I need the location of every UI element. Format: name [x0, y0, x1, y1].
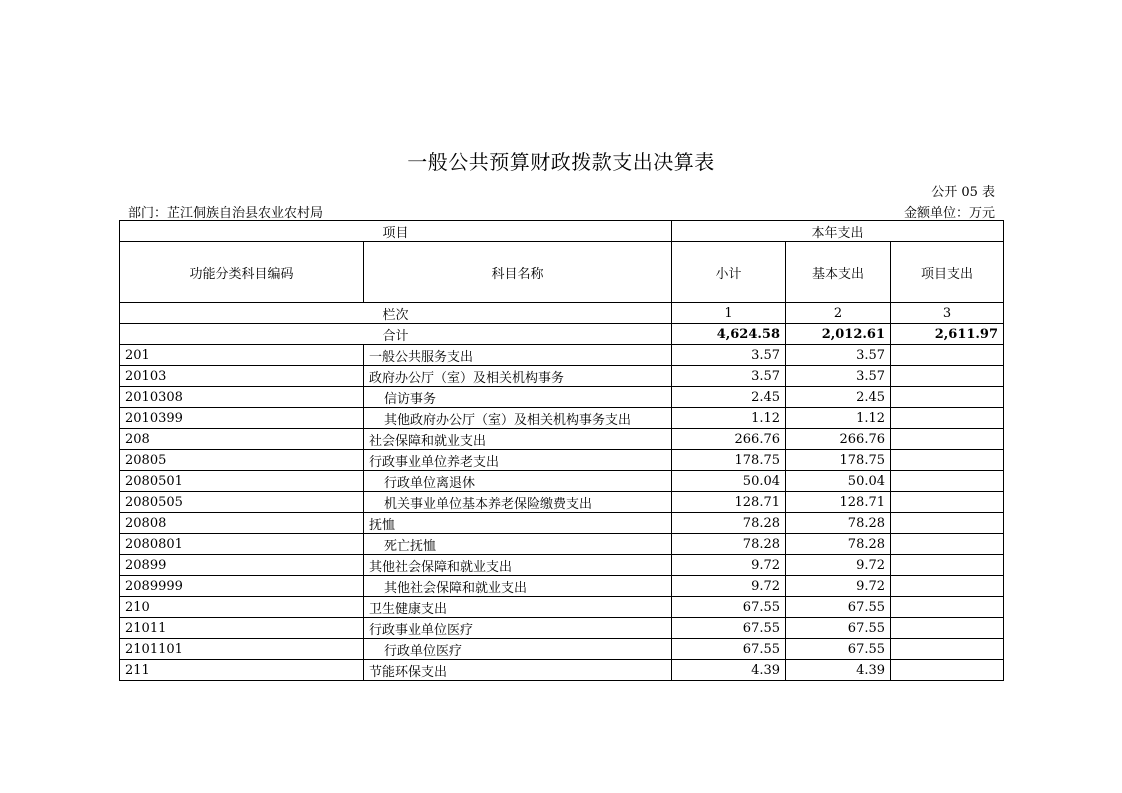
row-name: 其他社会保障和就业支出 [364, 576, 672, 597]
row-project [891, 408, 1004, 429]
row-basic: 9.72 [786, 576, 891, 597]
row-project [891, 387, 1004, 408]
row-code: 20103 [120, 366, 364, 387]
header-name: 科目名称 [364, 242, 672, 303]
row-subtotal: 9.72 [672, 576, 786, 597]
row-project [891, 471, 1004, 492]
row-subtotal: 2.45 [672, 387, 786, 408]
row-basic: 2.45 [786, 387, 891, 408]
row-basic: 4.39 [786, 660, 891, 681]
row-code: 201 [120, 345, 364, 366]
row-subtotal: 67.55 [672, 618, 786, 639]
row-basic: 3.57 [786, 345, 891, 366]
row-code: 2080505 [120, 492, 364, 513]
row-subtotal: 3.57 [672, 345, 786, 366]
row-code: 2010399 [120, 408, 364, 429]
table-row [120, 660, 1004, 681]
table-row [120, 387, 1004, 408]
table-row [120, 366, 1004, 387]
header-basic: 基本支出 [786, 242, 891, 303]
row-name: 节能环保支出 [364, 660, 672, 681]
department-label: 部门：芷江侗族自治县农业农村局 [128, 206, 324, 221]
row-subtotal: 50.04 [672, 471, 786, 492]
table-row [120, 597, 1004, 618]
row-project [891, 555, 1004, 576]
table-row [120, 513, 1004, 534]
row-subtotal: 78.28 [672, 534, 786, 555]
page-title: 一般公共预算财政拨款支出决算表 [407, 150, 715, 174]
header-project: 项目 [120, 221, 672, 242]
row-name: 卫生健康支出 [364, 597, 672, 618]
header-code: 功能分类科目编码 [120, 242, 364, 303]
row-name: 抚恤 [364, 513, 672, 534]
row-code: 211 [120, 660, 364, 681]
table-row [120, 450, 1004, 471]
column-number-2: 2 [786, 303, 891, 324]
table-row [120, 618, 1004, 639]
row-subtotal: 128.71 [672, 492, 786, 513]
row-name: 行政事业单位养老支出 [364, 450, 672, 471]
row-name: 机关事业单位基本养老保险缴费支出 [364, 492, 672, 513]
row-project [891, 513, 1004, 534]
row-name: 一般公共服务支出 [364, 345, 672, 366]
row-name: 行政事业单位医疗 [364, 618, 672, 639]
header-row-top [120, 221, 1004, 242]
row-name: 行政单位医疗 [364, 639, 672, 660]
row-basic: 1.12 [786, 408, 891, 429]
column-number-1: 1 [672, 303, 786, 324]
row-code: 210 [120, 597, 364, 618]
row-code: 2080501 [120, 471, 364, 492]
table-row [120, 534, 1004, 555]
header-subtotal: 小计 [672, 242, 786, 303]
row-basic: 67.55 [786, 618, 891, 639]
row-subtotal: 3.57 [672, 366, 786, 387]
row-basic: 266.76 [786, 429, 891, 450]
row-subtotal: 67.55 [672, 639, 786, 660]
row-basic: 128.71 [786, 492, 891, 513]
row-basic: 78.28 [786, 534, 891, 555]
row-subtotal: 266.76 [672, 429, 786, 450]
row-subtotal: 178.75 [672, 450, 786, 471]
row-code: 20805 [120, 450, 364, 471]
row-name: 信访事务 [364, 387, 672, 408]
row-name: 死亡抚恤 [364, 534, 672, 555]
row-basic: 9.72 [786, 555, 891, 576]
row-subtotal: 4.39 [672, 660, 786, 681]
row-project [891, 639, 1004, 660]
row-basic: 3.57 [786, 366, 891, 387]
row-project [891, 597, 1004, 618]
row-basic: 67.55 [786, 639, 891, 660]
table-row [120, 408, 1004, 429]
row-project [891, 450, 1004, 471]
row-subtotal: 1.12 [672, 408, 786, 429]
table-row [120, 576, 1004, 597]
column-number-row [120, 303, 1004, 324]
row-code: 21011 [120, 618, 364, 639]
total-project: 2,611.97 [891, 324, 1004, 345]
row-project [891, 618, 1004, 639]
total-subtotal: 4,624.58 [672, 324, 786, 345]
row-project [891, 576, 1004, 597]
row-code: 2089999 [120, 576, 364, 597]
row-name: 社会保障和就业支出 [364, 429, 672, 450]
expenditure-table [119, 220, 1004, 681]
total-row [120, 324, 1004, 345]
row-project [891, 492, 1004, 513]
table-row [120, 555, 1004, 576]
row-project [891, 429, 1004, 450]
amount-unit-label: 金额单位：万元 [903, 206, 995, 221]
header-current-year: 本年支出 [672, 221, 1004, 242]
row-subtotal: 67.55 [672, 597, 786, 618]
table-row [120, 471, 1004, 492]
row-basic: 50.04 [786, 471, 891, 492]
row-name: 行政单位离退休 [364, 471, 672, 492]
row-project [891, 534, 1004, 555]
table-row [120, 429, 1004, 450]
row-project [891, 366, 1004, 387]
row-project [891, 345, 1004, 366]
row-code: 2010308 [120, 387, 364, 408]
form-number: 公开 05 表 [931, 185, 995, 200]
table-row [120, 492, 1004, 513]
row-code: 20899 [120, 555, 364, 576]
table-row [120, 639, 1004, 660]
row-basic: 78.28 [786, 513, 891, 534]
header-row-columns [120, 242, 1004, 303]
column-number-3: 3 [891, 303, 1004, 324]
row-name: 政府办公厅（室）及相关机构事务 [364, 366, 672, 387]
row-name: 其他政府办公厅（室）及相关机构事务支出 [364, 408, 672, 429]
table-row [120, 345, 1004, 366]
row-project [891, 660, 1004, 681]
row-basic: 67.55 [786, 597, 891, 618]
row-name: 其他社会保障和就业支出 [364, 555, 672, 576]
row-code: 20808 [120, 513, 364, 534]
row-code: 208 [120, 429, 364, 450]
header-project-expense: 项目支出 [891, 242, 1004, 303]
row-code: 2101101 [120, 639, 364, 660]
total-basic: 2,012.61 [786, 324, 891, 345]
row-code: 2080801 [120, 534, 364, 555]
row-basic: 178.75 [786, 450, 891, 471]
row-subtotal: 78.28 [672, 513, 786, 534]
row-subtotal: 9.72 [672, 555, 786, 576]
total-label: 合计 [120, 324, 672, 345]
column-label: 栏次 [120, 303, 672, 324]
